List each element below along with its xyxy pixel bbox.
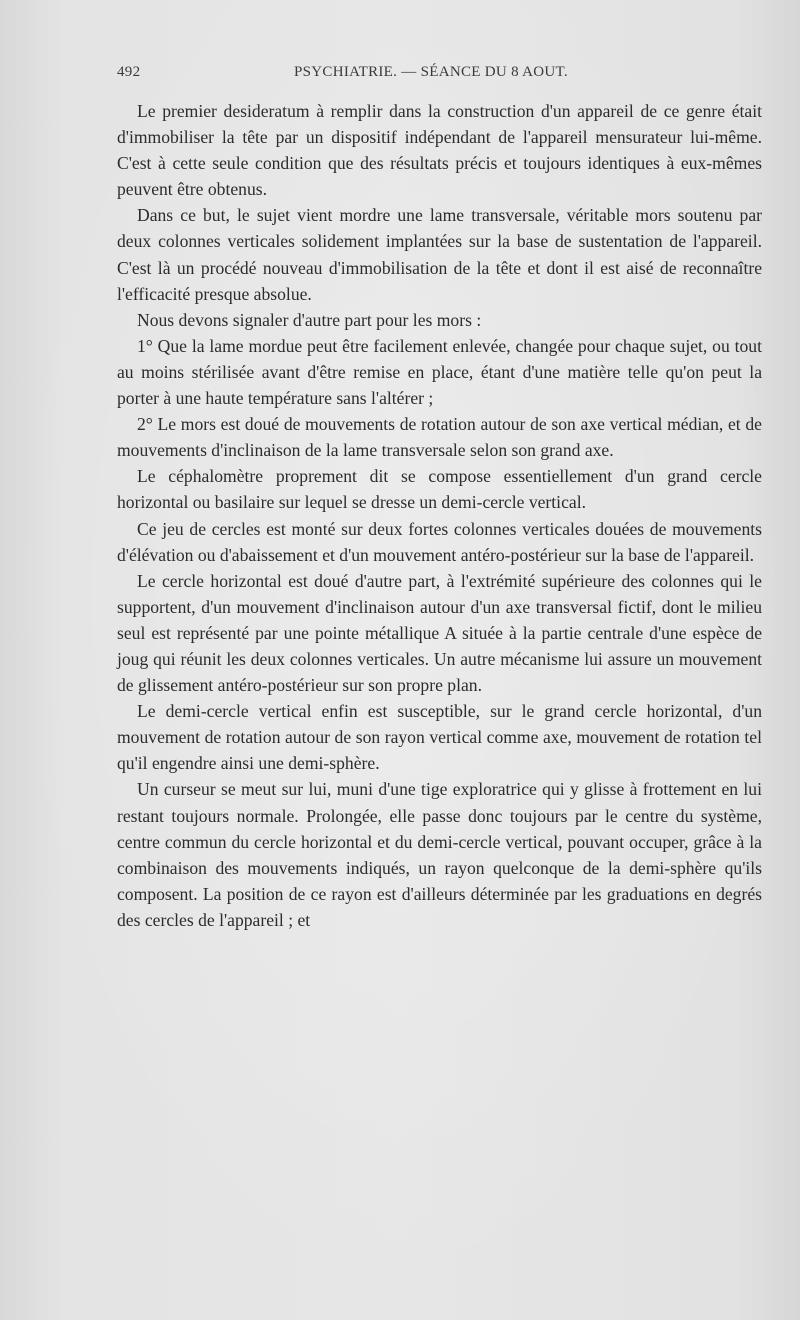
paragraph: Le premier desideratum à remplir dans la construction d'un appareil de ce genre était d'immobiliser la tête par un dispositif indépendant de l'appareil mensurateur lui-même. C'est à cette seule condition que des résultats précis et toujours identiques à eux-mêmes peuvent être obtenus.	[117, 101, 762, 200]
running-head: PSYCHIATRIE. — SÉANCE DU 8 AOUT.	[294, 64, 568, 80]
paragraph: 2° Le mors est doué de mouvements de rotation autour de son axe vertical médian, et de mouvements d'inclinaison de la lame transversale selon son grand axe.	[117, 414, 762, 461]
paragraph: Le cercle horizontal est doué d'autre part, à l'extrémité supérieure des colonnes qui le supportent, d'un mouvement d'inclinaison autour d'un axe transversal fictif, dont le milieu seul est représenté par une pointe métallique A située à la partie centrale d'une espèce de joug qui réunit les deux colonnes verticales. Un autre mécanisme lui assure un mouvement de glissement antéro-postérieur sur son propre plan.	[117, 570, 762, 696]
paragraph: Un curseur se meut sur lui, muni d'une tige exploratrice qui y glisse à frottement en lui restant toujours normale. Prolongée, elle passe donc toujours par le centre du système, centre commun du cercle horizontal et du demi-cercle vertical, pouvant occuper, grâce à la combinaison des mouvements indiqués, un rayon quelconque de la demi-sphère qu'ils composent. La position de ce rayon est d'ailleurs déterminée par les graduations en degrés des cercles de l'appareil ; et	[117, 779, 762, 930]
page-header	[117, 64, 762, 88]
paragraph: Le céphalomètre proprement dit se compose essentiellement d'un grand cercle horizontal ou basilaire sur lequel se dresse un demi-cercle vertical.	[117, 466, 762, 513]
body-text	[117, 98, 762, 933]
page-number: 492	[117, 64, 141, 80]
paragraph: Le demi-cercle vertical enfin est susceptible, sur le grand cercle horizontal, d'un mouvement de rotation autour de son rayon vertical comme axe, mouvement de rotation tel qu'il engendre ainsi une demi-sphère.	[117, 701, 762, 774]
paragraph: Ce jeu de cercles est monté sur deux fortes colonnes verticales douées de mouvements d'élévation ou d'abaissement et d'un mouvement antéro-postérieur sur la base de l'appareil.	[117, 518, 762, 565]
paragraph: 1° Que la lame mordue peut être facilement enlevée, changée pour chaque sujet, ou tout au moins stérilisée avant d'être remise en place, étant d'une matière telle qu'on peut la porter à une haute température sans l'altérer ;	[117, 335, 762, 409]
paragraph: Dans ce but, le sujet vient mordre une lame transversale, véritable mors soutenu par deux colonnes verticales solidement implantées sur la base de sustentation de l'appareil. C'est là un procédé nouveau d'immobilisation de la tête et dont il est aisé de reconnaître l'efficacité presque absolue.	[117, 205, 762, 304]
paragraph: Nous devons signaler d'autre part pour les mors :	[137, 309, 482, 330]
